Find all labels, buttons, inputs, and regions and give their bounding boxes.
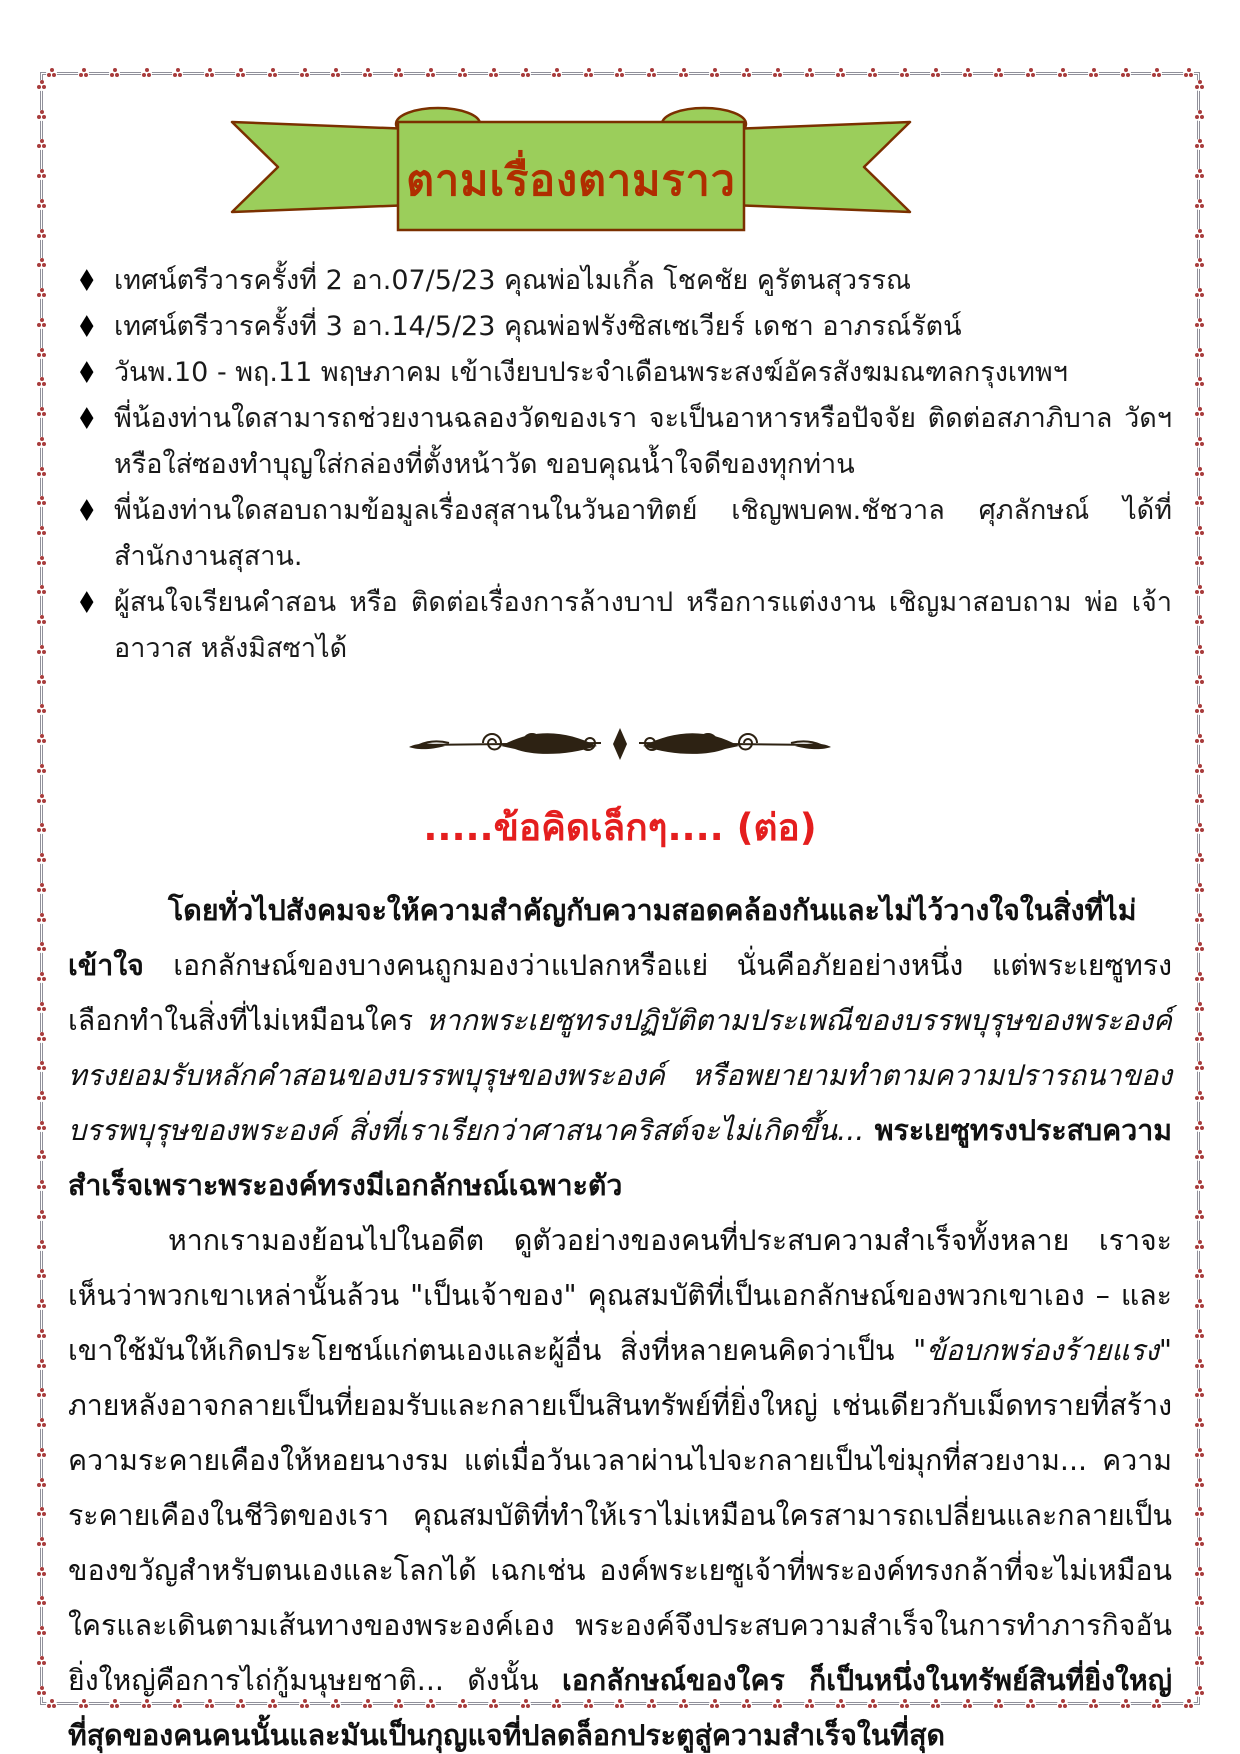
border-flower-dot-ornament-icon xyxy=(36,169,47,180)
border-flower-dot-ornament-icon xyxy=(1194,585,1205,596)
border-flower-dot-ornament-icon xyxy=(1088,68,1099,79)
border-flower-dot-ornament-icon xyxy=(78,68,89,79)
border-flower-dot-ornament-icon xyxy=(1194,407,1205,418)
border-flower-dot-ornament-icon xyxy=(867,68,878,79)
border-flower-dot-ornament-icon xyxy=(36,1032,47,1043)
border-flower-dot-ornament-icon xyxy=(1194,1329,1205,1340)
border-flower-dot-ornament-icon xyxy=(551,68,562,79)
border-flower-dot-ornament-icon xyxy=(709,68,720,79)
diamond-bullet-icon: ♦ xyxy=(76,401,98,437)
border-flower-dot-ornament-icon xyxy=(835,68,846,79)
border-flower-dot-ornament-icon xyxy=(1194,1180,1205,1191)
border-flower-dot-ornament-icon xyxy=(204,68,215,79)
border-flower-dot-ornament-icon xyxy=(36,139,47,150)
border-flower-dot-ornament-icon xyxy=(993,68,1004,79)
border-flower-dot-ornament-icon xyxy=(141,68,152,79)
border-flower-dot-ornament-icon xyxy=(1194,1299,1205,1310)
border-flower-dot-ornament-icon xyxy=(1194,1418,1205,1429)
paragraph xyxy=(68,883,1172,1213)
border-flower-dot-ornament-icon xyxy=(172,68,183,79)
border-flower-dot-ornament-icon xyxy=(36,407,47,418)
border-ornaments-top xyxy=(46,67,1194,79)
border-flower-dot-ornament-icon xyxy=(457,68,468,79)
border-flower-dot-ornament-icon xyxy=(1057,68,1068,79)
border-flower-dot-ornament-icon xyxy=(1194,1240,1205,1251)
border-flower-dot-ornament-icon xyxy=(1194,645,1205,656)
border-flower-dot-ornament-icon xyxy=(1194,1478,1205,1489)
border-flower-dot-ornament-icon xyxy=(1183,68,1194,79)
border-flower-dot-ornament-icon xyxy=(36,734,47,745)
border-flower-dot-ornament-icon xyxy=(36,437,47,448)
border-flower-dot-ornament-icon xyxy=(36,1656,47,1667)
paragraph-segment: หากเรามองย้อนไปในอดีต ดูตัวอย่างของคนที่ประสบความสำเร็จทั้งหลาย เราจะเห็นว่าพวกเขาเหล่านั้นล้วน "เป็นเจ้าของ" คุณสมบัติที่เป็นเอกลักษณ์ของพวกเขาเอง – และเขาใช้มันให้เกิดประโยชน์แก่ตนเองและผู้อื่น สิ่งที่หลายคนคิดว่าเป็น xyxy=(68,1224,1172,1367)
border-flower-dot-ornament-icon xyxy=(36,1686,47,1697)
border-ornaments-right xyxy=(1193,80,1205,1697)
border-flower-dot-ornament-icon xyxy=(1194,704,1205,715)
border-flower-dot-ornament-icon xyxy=(1194,467,1205,478)
border-flower-dot-ornament-icon xyxy=(425,68,436,79)
diamond-bullet-icon: ♦ xyxy=(76,493,98,529)
border-flower-dot-ornament-icon xyxy=(36,675,47,686)
border-flower-dot-ornament-icon xyxy=(36,1091,47,1102)
border-flower-dot-ornament-icon xyxy=(36,823,47,834)
border-flower-dot-ornament-icon xyxy=(1194,1656,1205,1667)
border-flower-dot-ornament-icon xyxy=(36,348,47,359)
border-flower-dot-ornament-icon xyxy=(1194,764,1205,775)
border-flower-dot-ornament-icon xyxy=(36,1329,47,1340)
border-flower-dot-ornament-icon xyxy=(36,942,47,953)
list-item xyxy=(68,258,1172,304)
border-flower-dot-ornament-icon xyxy=(1194,1032,1205,1043)
list-item xyxy=(68,488,1172,580)
announcements-list xyxy=(68,258,1172,672)
diamond-bullet-icon: ♦ xyxy=(76,585,98,621)
border-flower-dot-ornament-icon xyxy=(36,1359,47,1370)
border-flower-dot-ornament-icon xyxy=(1025,68,1036,79)
border-flower-dot-ornament-icon xyxy=(1194,1150,1205,1161)
border-flower-dot-ornament-icon xyxy=(1194,883,1205,894)
border-flower-dot-ornament-icon xyxy=(36,1567,47,1578)
border-flower-dot-ornament-icon xyxy=(1194,169,1205,180)
page-title: ตามเรื่องตามราว xyxy=(406,156,736,206)
border-flower-dot-ornament-icon xyxy=(36,288,47,299)
border-flower-dot-ornament-icon xyxy=(1183,1699,1194,1710)
border-flower-dot-ornament-icon xyxy=(1194,258,1205,269)
border-flower-dot-ornament-icon xyxy=(772,68,783,79)
paragraph-segment: พระเยซูทรงประสบความสำเร็จเพราะพระองค์ทรงมีเอกลักษณ์เฉพาะตัว xyxy=(68,1114,1172,1202)
border-flower-dot-ornament-icon xyxy=(36,1150,47,1161)
border-flower-dot-ornament-icon xyxy=(46,1699,57,1710)
border-flower-dot-ornament-icon xyxy=(1194,1061,1205,1072)
border-flower-dot-ornament-icon xyxy=(962,68,973,79)
border-flower-dot-ornament-icon xyxy=(36,1418,47,1429)
border-flower-dot-ornament-icon xyxy=(36,615,47,626)
border-flower-dot-ornament-icon xyxy=(1194,1686,1205,1697)
border-flower-dot-ornament-icon xyxy=(1194,496,1205,507)
border-flower-dot-ornament-icon xyxy=(36,229,47,240)
border-flower-dot-ornament-icon xyxy=(36,645,47,656)
border-flower-dot-ornament-icon xyxy=(393,68,404,79)
announcement-text: พี่น้องท่านใดสอบถามข้อมูลเรื่องสุสานในวันอาทิตย์ เชิญพบคพ.ชัชวาล ศุภลักษณ์ ได้ที่ สำนักงานสุสาน. xyxy=(114,495,1172,572)
border-flower-dot-ornament-icon xyxy=(1194,288,1205,299)
border-flower-dot-ornament-icon xyxy=(36,1626,47,1637)
border-flower-dot-ornament-icon xyxy=(36,1180,47,1191)
border-flower-dot-ornament-icon xyxy=(899,68,910,79)
border-flower-dot-ornament-icon xyxy=(1194,1388,1205,1399)
paragraph-segment: โดยทั่วไปสังคมจะให้ความสำคัญกับความสอดคล้องกันและไม่ไว้วางใจในสิ่งที่ไม่เข้าใจ xyxy=(68,894,1137,982)
border-flower-dot-ornament-icon xyxy=(36,1299,47,1310)
flourish-divider-icon xyxy=(405,716,835,770)
border-flower-dot-ornament-icon xyxy=(488,68,499,79)
border-flower-dot-ornament-icon xyxy=(36,110,47,121)
border-flower-dot-ornament-icon xyxy=(1194,1269,1205,1280)
border-flower-dot-ornament-icon xyxy=(36,1269,47,1280)
border-flower-dot-ornament-icon xyxy=(299,68,310,79)
border-flower-dot-ornament-icon xyxy=(36,258,47,269)
border-flower-dot-ornament-icon xyxy=(36,1596,47,1607)
border-flower-dot-ornament-icon xyxy=(36,883,47,894)
border-flower-dot-ornament-icon xyxy=(36,1002,47,1013)
border-flower-dot-ornament-icon xyxy=(36,1388,47,1399)
border-flower-dot-ornament-icon xyxy=(1194,1537,1205,1548)
border-flower-dot-ornament-icon xyxy=(36,972,47,983)
border-flower-dot-ornament-icon xyxy=(36,1210,47,1221)
border-flower-dot-ornament-icon xyxy=(1194,377,1205,388)
border-flower-dot-ornament-icon xyxy=(520,68,531,79)
border-flower-dot-ornament-icon xyxy=(1194,110,1205,121)
border-flower-dot-ornament-icon xyxy=(1194,1121,1205,1132)
diamond-bullet-icon: ♦ xyxy=(76,355,98,391)
border-ornaments-left xyxy=(35,80,47,1697)
border-flower-dot-ornament-icon xyxy=(1151,68,1162,79)
border-flower-dot-ornament-icon xyxy=(36,496,47,507)
border-flower-dot-ornament-icon xyxy=(1194,80,1205,91)
border-flower-dot-ornament-icon xyxy=(36,853,47,864)
article-body xyxy=(68,883,1172,1754)
border-flower-dot-ornament-icon xyxy=(1194,1596,1205,1607)
paragraph-segment: หากพระเยซูทรงปฏิบัติตามประเพณีของบรรพบุรุษของพระองค์ ทรงยอมรับหลักคำสอนของบรรพบุรุษของพระองค์ หรือพยายามทำตามความปรารถนาของบรรพบุรุษของพระองค์ สิ่งที่เราเรียกว่าศาสนาคริสต์จะไม่เกิดขึ้น... xyxy=(68,1004,1172,1147)
border-flower-dot-ornament-icon xyxy=(36,467,47,478)
border-flower-dot-ornament-icon xyxy=(36,585,47,596)
border-flower-dot-ornament-icon xyxy=(1194,1507,1205,1518)
paragraph-segment: ภายหลังอาจกลายเป็นที่ยอมรับและกลายเป็นสินทรัพย์ที่ยิ่งใหญ่ เช่นเดียวกับเม็ดทรายที่สร้างความระคายเคืองให้หอยนางรม แต่เมื่อวันเวลาผ่านไปจะกลายเป็นไข่มุกที่สวยงาม... ความระคายเคืองในชีวิตของเรา คุณสมบัติที่ทำให้เราไม่เหมือนใครสามารถเปลี่ยนและกลายเป็นของขวัญสำหรับตนเองและโลกได้ เฉกเช่น องค์พระเยซูเจ้าที่พระองค์ทรงกล้าที่จะไม่เหมือนใครและเดินตามเส้นทางของพระองค์เอง พระองค์จึงประสบความสำเร็จในการทำภารกิจอันยิ่งใหญ่คือการไถ่กู้มนุษยชาติ... ดังนั้น xyxy=(68,1389,1172,1697)
border-flower-dot-ornament-icon xyxy=(1194,942,1205,953)
border-flower-dot-ornament-icon xyxy=(1194,1091,1205,1102)
border-flower-dot-ornament-icon xyxy=(46,68,57,79)
border-flower-dot-ornament-icon xyxy=(1194,1567,1205,1578)
border-flower-dot-ornament-icon xyxy=(36,704,47,715)
border-flower-dot-ornament-icon xyxy=(1194,823,1205,834)
border-flower-dot-ornament-icon xyxy=(36,1478,47,1489)
section-heading: .....ข้อคิดเล็กๆ.... (ต่อ) xyxy=(423,806,817,849)
list-item xyxy=(68,350,1172,396)
border-flower-dot-ornament-icon xyxy=(1194,318,1205,329)
paragraph-segment: เอกลักษณ์ของบางคนถูกมองว่าแปลกหรือแย่ นั่นคือภัยอย่างหนึ่ง แต่พระเยซูทรงเลือกทำในสิ่งที่ไม่เหมือนใคร xyxy=(68,949,1172,1037)
border-flower-dot-ornament-icon xyxy=(36,556,47,567)
diamond-bullet-icon: ♦ xyxy=(76,263,98,299)
border-flower-dot-ornament-icon xyxy=(1194,1210,1205,1221)
border-flower-dot-ornament-icon xyxy=(1194,734,1205,745)
border-flower-dot-ornament-icon xyxy=(1194,1448,1205,1459)
border-flower-dot-ornament-icon xyxy=(1194,1359,1205,1370)
border-flower-dot-ornament-icon xyxy=(36,913,47,924)
border-flower-dot-ornament-icon xyxy=(646,68,657,79)
list-item xyxy=(68,304,1172,350)
border-flower-dot-ornament-icon xyxy=(804,68,815,79)
paragraph xyxy=(68,1213,1172,1754)
border-flower-dot-ornament-icon xyxy=(330,68,341,79)
border-flower-dot-ornament-icon xyxy=(36,1121,47,1132)
border-flower-dot-ornament-icon xyxy=(678,68,689,79)
border-flower-dot-ornament-icon xyxy=(109,68,120,79)
border-flower-dot-ornament-icon xyxy=(614,68,625,79)
border-flower-dot-ornament-icon xyxy=(1194,913,1205,924)
page-content xyxy=(68,258,1172,1754)
border-flower-dot-ornament-icon xyxy=(36,1240,47,1251)
border-flower-dot-ornament-icon xyxy=(36,318,47,329)
paragraph-segment: เอกลักษณ์ของใคร ก็เป็นหนึ่งในทรัพย์สินที่ยิ่งใหญ่ที่สุดของคนคนนั้นและมันเป็นกุญแจที่ปลดล็อกประตูสู่ความสำเร็จในที่สุด xyxy=(68,1664,1172,1752)
border-flower-dot-ornament-icon xyxy=(36,1061,47,1072)
border-flower-dot-ornament-icon xyxy=(1194,1002,1205,1013)
border-flower-dot-ornament-icon xyxy=(1194,556,1205,567)
announcement-text: พี่น้องท่านใดสามารถช่วยงานฉลองวัดของเรา จะเป็นอาหารหรือปัจจัย ติดต่อสภาภิบาล วัดฯ หรือใส่ซองทำบุญใส่กล่องที่ตั้งหน้าวัด ขอบคุณน้ำใจดีของทุกท่าน xyxy=(114,403,1172,480)
announcement-text: ผู้สนใจเรียนคำสอน หรือ ติดต่อเรื่องการล้างบาป หรือการแต่งงาน เชิญมาสอบถาม พ่อ เจ้าอาวาส หลังมิสซาได้ xyxy=(114,587,1172,664)
border-flower-dot-ornament-icon xyxy=(741,68,752,79)
border-flower-dot-ornament-icon xyxy=(1194,526,1205,537)
border-flower-dot-ornament-icon xyxy=(267,68,278,79)
ribbon-banner xyxy=(226,94,916,236)
list-item xyxy=(68,580,1172,672)
border-flower-dot-ornament-icon xyxy=(36,764,47,775)
border-flower-dot-ornament-icon xyxy=(36,1537,47,1548)
border-flower-dot-ornament-icon xyxy=(1120,68,1131,79)
border-flower-dot-ornament-icon xyxy=(1194,229,1205,240)
border-flower-dot-ornament-icon xyxy=(36,199,47,210)
announcement-text: เทศน์ตรีวารครั้งที่ 3 อา.14/5/23 คุณพ่อฟรังซิสเซเวียร์ เดชา อาภรณ์รัตน์ xyxy=(114,311,962,342)
paragraph-segment: "ข้อบกพร่องร้ายแรง" xyxy=(913,1334,1172,1367)
border-flower-dot-ornament-icon xyxy=(1194,437,1205,448)
border-flower-dot-ornament-icon xyxy=(1194,972,1205,983)
border-flower-dot-ornament-icon xyxy=(36,1448,47,1459)
border-flower-dot-ornament-icon xyxy=(36,794,47,805)
border-flower-dot-ornament-icon xyxy=(583,68,594,79)
border-flower-dot-ornament-icon xyxy=(1194,675,1205,686)
announcement-text: วันพ.10 - พฤ.11 พฤษภาคม เข้าเงียบประจำเดือนพระสงฆ์อัครสังฆมณฑลกรุงเทพฯ xyxy=(114,357,1068,388)
border-flower-dot-ornament-icon xyxy=(1194,139,1205,150)
border-flower-dot-ornament-icon xyxy=(930,68,941,79)
border-flower-dot-ornament-icon xyxy=(36,526,47,537)
border-flower-dot-ornament-icon xyxy=(1194,853,1205,864)
announcement-text: เทศน์ตรีวารครั้งที่ 2 อา.07/5/23 คุณพ่อไมเกิ้ล โชคชัย คูรัตนสุวรรณ xyxy=(114,265,912,296)
border-flower-dot-ornament-icon xyxy=(235,68,246,79)
list-item xyxy=(68,396,1172,488)
border-flower-dot-ornament-icon xyxy=(1194,1626,1205,1637)
border-flower-dot-ornament-icon xyxy=(1194,615,1205,626)
border-flower-dot-ornament-icon xyxy=(36,80,47,91)
border-flower-dot-ornament-icon xyxy=(1194,348,1205,359)
border-flower-dot-ornament-icon xyxy=(36,1507,47,1518)
border-flower-dot-ornament-icon xyxy=(1194,794,1205,805)
border-flower-dot-ornament-icon xyxy=(1194,199,1205,210)
border-flower-dot-ornament-icon xyxy=(362,68,373,79)
border-flower-dot-ornament-icon xyxy=(36,377,47,388)
diamond-bullet-icon: ♦ xyxy=(76,309,98,345)
